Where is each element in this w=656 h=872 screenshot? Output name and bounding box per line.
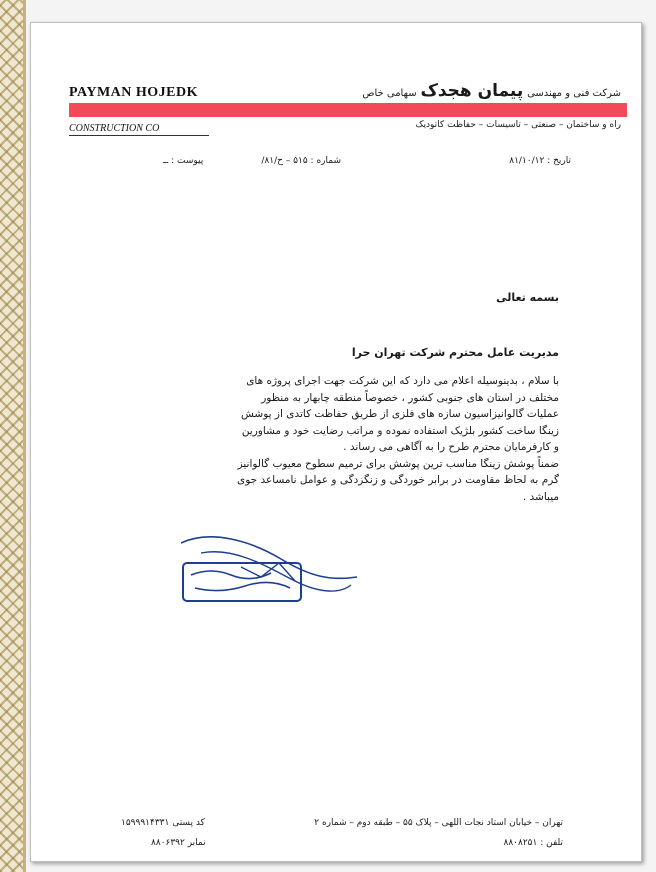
letter-body — [141, 373, 559, 505]
body-line: گرم به لحاظ مقاومت در برابر خوردگی و زنگزدگی و عوامل نامساعد جوی — [237, 474, 559, 486]
footer-phone: تلفن : ۸۸۰۸۲۵۱ — [503, 838, 563, 848]
letter-date: تاریخ : ۸۱/۱۰/۱۲ — [509, 156, 571, 166]
footer-postal-code: کد پستی ۱۵۹۹۹۱۴۳۳۱ — [121, 818, 205, 828]
body-line: و کارفرمایان محترم طرح را به آگاهی می رساند . — [343, 441, 559, 453]
header-band — [69, 103, 627, 117]
subtitle-underline — [69, 135, 209, 136]
decorative-border — [0, 0, 26, 872]
company-name-persian-prefix: شرکت فنی و مهندسی — [527, 88, 621, 99]
body-line: زینگا ساخت کشور بلژیک استفاده نموده و مراتب رضایت خود و مشاورین — [241, 424, 559, 437]
basmala: بسمه تعالی — [496, 291, 559, 304]
letter-page — [30, 22, 642, 862]
letter-attachment: پیوست : ــ — [163, 156, 204, 166]
company-name-english: PAYMAN HOJEDK — [69, 85, 198, 100]
footer-address: تهران – خیابان استاد نجات اللهی – پلاک ۵۵ – طبقه دوم – شماره ۲ — [314, 818, 563, 828]
company-name-persian — [362, 81, 621, 101]
body-line: مختلف در استان های جنوبی کشور ، خصوصاً منطقه چابهار به منظور — [261, 391, 559, 404]
signature-stamp-icon — [181, 533, 361, 613]
body-line: ضمناً پوشش زینگا مناسب ترین پوشش برای ترمیم سطوح معیوب گالوانیز — [237, 457, 559, 470]
footer-fax: نمابر ۸۸۰۶۳۹۲ — [151, 838, 206, 848]
company-name-persian-main: پیمان هجدک — [420, 81, 524, 101]
company-name-persian-suffix: سهامی خاص — [362, 88, 417, 99]
company-services: راه و ساختمان – صنعتی – تاسیسات – حفاظت کاتودیک — [415, 120, 621, 130]
body-line: با سلام ، بدینوسیله اعلام می دارد که این شرکت جهت اجرای پروژه های — [246, 375, 559, 387]
letter-addressee: مدیریت عامل محترم شرکت تهران حرا — [351, 346, 559, 359]
body-line: میباشد . — [522, 490, 559, 503]
body-line: عملیات گالوانیزاسیون سازه های فلزی از طریق حفاظت کاتدی از پوشش — [241, 408, 559, 420]
letter-number: شماره : ۵۱۵ – ح/۸۱/ — [261, 156, 341, 166]
company-subtitle-english: CONSTRUCTION CO — [69, 123, 160, 134]
